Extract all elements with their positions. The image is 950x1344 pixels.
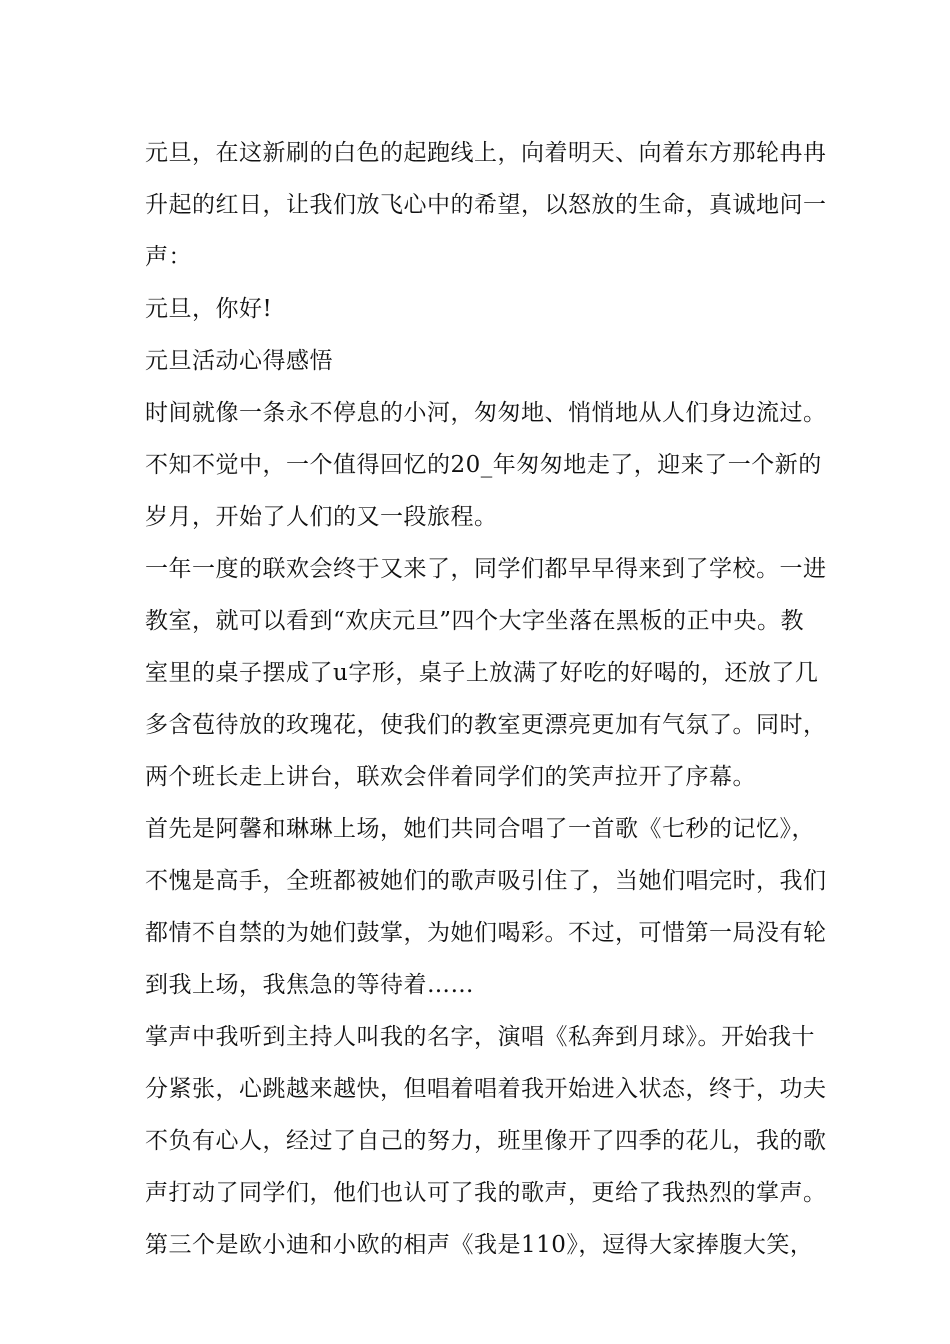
text-line: 元旦，你好! [145, 296, 273, 322]
text-line: 不愧是高手，全班都被她们的歌声吸引住了，当她们唱完时，我们 [145, 868, 827, 894]
paragraph [145, 387, 827, 543]
text-line: 升起的红日，让我们放飞心中的希望，以怒放的生命，真诚地问一 [145, 192, 827, 218]
text-line: 元旦活动心得感悟 [145, 348, 333, 374]
text-line: 多含苞待放的玫瑰花，使我们的教室更漂亮更加有气氛了。同时， [145, 712, 827, 738]
section-heading [145, 335, 810, 387]
text-line: 教室，就可以看到“欢庆元旦”四个大字坐落在黑板的正中央。教 [145, 608, 805, 634]
text-line: 掌声中我听到主持人叫我的名字，演唱《私奔到月球》。开始我十 [145, 1024, 815, 1050]
text-line: 时间就像一条永不停息的小河，匆匆地、悄悄地从人们身边流过。 [145, 400, 827, 426]
text-line: 分紧张，心跳越来越快，但唱着唱着我开始进入状态，终于，功夫 [145, 1076, 827, 1102]
text-line: 一年一度的联欢会终于又来了，同学们都早早得来到了学校。一进 [145, 556, 827, 582]
paragraph [145, 803, 827, 1011]
document-body [145, 127, 827, 1271]
paragraph [145, 1011, 827, 1219]
text-line: 第三个是欧小迪和小欧的相声《我是110》，逗得大家捧腹大笑， [145, 1232, 814, 1258]
text-line: 都情不自禁的为她们鼓掌，为她们喝彩。不过，可惜第一局没有轮 [145, 920, 827, 946]
paragraph [145, 127, 827, 283]
text-line: 不知不觉中，一个值得回忆的20_年匆匆地走了，迎来了一个新的 [145, 452, 822, 478]
text-line: 不负有心人，经过了自己的努力，班里像开了四季的花儿，我的歌 [145, 1128, 827, 1154]
paragraph [145, 543, 827, 803]
paragraph [145, 1219, 814, 1271]
text-line: 首先是阿馨和琳琳上场，她们共同合唱了一首歌《七秒的记忆》， [145, 816, 815, 842]
paragraph [145, 283, 810, 335]
text-line: 室里的桌子摆成了u字形，桌子上放满了好吃的好喝的，还放了几 [145, 660, 819, 686]
text-line: 元旦，在这新刷的白色的起跑线上，向着明天、向着东方那轮冉冉 [145, 140, 827, 166]
text-line: 两个班长走上讲台，联欢会伴着同学们的笑声拉开了序幕。 [145, 764, 756, 790]
text-line: 岁月，开始了人们的又一段旅程。 [145, 504, 498, 530]
text-line: 到我上场，我焦急的等待着…… [145, 972, 474, 998]
text-line: 声打动了同学们，他们也认可了我的歌声，更给了我热烈的掌声。 [145, 1180, 827, 1206]
text-line: 声： [145, 244, 192, 270]
